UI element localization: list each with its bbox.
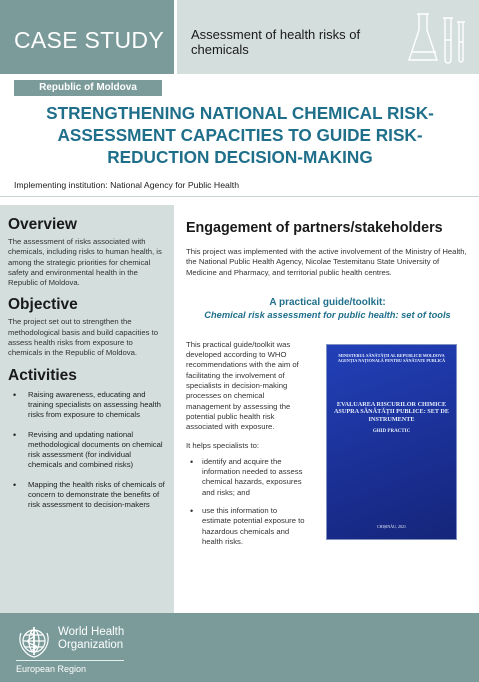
book-title: EVALUAREA RISCURILOR CHIMICE ASUPRA SĂNĂTĂȚII PUBLICE: SET DE INSTRUMENTE — [333, 400, 450, 423]
guide-subtitle: Chemical risk assessment for public health: set of tools — [204, 309, 451, 320]
country-badge: Republic of Moldova — [14, 80, 162, 96]
implementing-institution: Implementing institution: National Agency for Public Health — [14, 180, 240, 190]
guide-title: A practical guide/toolkit: — [269, 296, 386, 308]
page-title: STRENGTHENING NATIONAL CHEMICAL RISK-ASSESSMENT CAPACITIES TO GUIDE RISK-REDUCTION DECISION-MAKING — [46, 103, 434, 167]
guide-section — [186, 340, 469, 560]
objective-heading: Objective — [8, 296, 78, 314]
list-item: • Revising and updating national methodological documents on chemical risk assessment (for individual chemicals and combined risks) — [13, 429, 163, 470]
guide-description — [186, 340, 308, 555]
lab-flask-icon — [407, 10, 469, 68]
list-item: • Raising awareness, educating and training specialists on assessing health risks from exposure to chemicals — [13, 389, 161, 420]
bullet-icon: • — [13, 429, 17, 440]
book-cover-image — [326, 344, 457, 540]
guide-list — [186, 457, 308, 547]
organization-name: World Health Organization — [58, 626, 125, 651]
who-emblem-icon — [16, 623, 52, 659]
book-place-year: CHIȘINĂU, 2021 — [376, 523, 407, 529]
footer — [0, 613, 479, 682]
bullet-icon: • — [190, 456, 194, 467]
book-publisher: MINISTERUL SĂNĂTĂȚII AL REPUBLICII MOLDOVA AGENȚIA NAȚIONALĂ PENTRU SĂNĂTATE PUBLICĂ — [337, 352, 446, 363]
header-topic-panel — [177, 0, 479, 74]
main-content — [186, 205, 469, 605]
guide-intro: This practical guide/toolkit was developed according to WHO recommendations with the aim of facilitating the involvement of specialists in decision-making processes on chemical management by assessing the potential public health risk associated with exposure. — [186, 339, 299, 432]
guide-helps-label: It helps specialists to: — [186, 440, 260, 450]
overview-text: The assessment of risks associated with chemicals, including risks to human health, is among the strategic priorities for chemical safety and environmental health in the Republic of Moldova. — [8, 237, 162, 288]
overview-heading: Overview — [8, 216, 77, 233]
activities-list — [8, 390, 166, 511]
bullet-icon: • — [13, 389, 17, 400]
bullet-icon: • — [190, 506, 194, 517]
engagement-heading: Engagement of partners/stakeholders — [186, 220, 443, 236]
case-study-label: CASE STUDY — [14, 27, 164, 53]
engagement-text: This project was implemented with the active involvement of the Ministry of Health, the National Public Health Agency, Nicolae Testemitanu State University of Medicine and Pharmacy, and territorial public health centres. — [186, 247, 467, 277]
footer-divider — [16, 660, 124, 661]
book-subtitle: GHID PRACTIC — [372, 429, 411, 435]
activities-heading: Activities — [8, 366, 77, 384]
objective-text: The project set out to strengthen the methodological basis and build capacities to assess health risks from exposure to chemicals in the Republic of Moldova. — [8, 317, 159, 358]
list-item: • identify and acquire the information needed to assess chemical hazards, exposures and risks; and — [190, 456, 303, 497]
list-item: • use this information to estimate potential exposure to hazardous chemicals and health risks. — [190, 506, 305, 546]
region-label: European Region — [16, 664, 87, 674]
list-item: • Mapping the health risks of chemicals of concern to demonstrate the benefits of risk assessment to decision-makers — [13, 479, 165, 510]
implementing-bar — [0, 175, 479, 197]
topic-label: Assessment of health risks of chemicals — [191, 27, 361, 57]
left-sidebar — [0, 205, 174, 613]
header-badge-panel — [0, 0, 174, 74]
bullet-icon: • — [13, 479, 17, 490]
